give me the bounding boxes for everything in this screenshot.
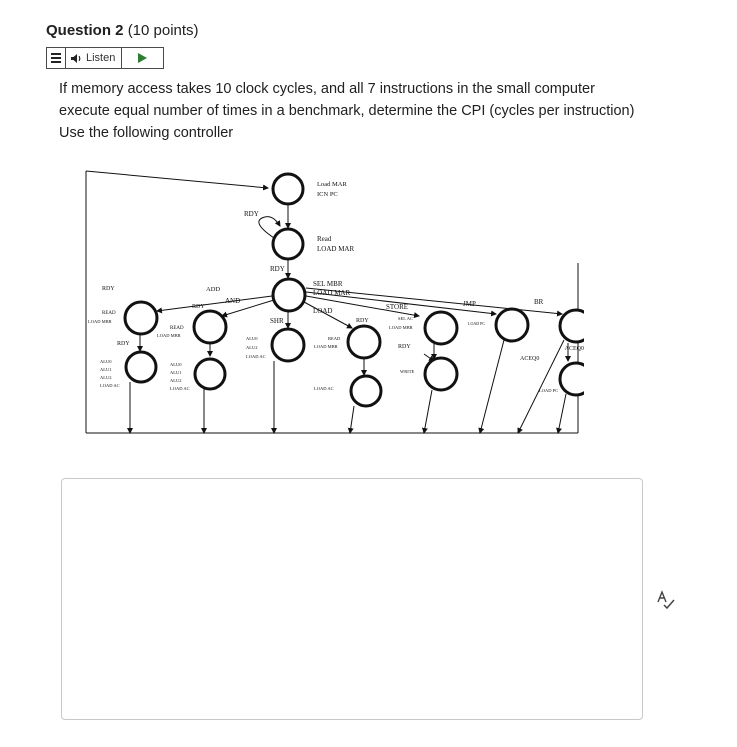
label-rdy-and: RDY xyxy=(192,304,205,310)
label-sel-mbr: SEL MBR xyxy=(313,280,343,288)
state-load-read xyxy=(348,326,380,358)
state-store-write xyxy=(425,358,457,390)
label-load-mbr-load: LOAD MBR xyxy=(314,344,338,349)
state-add-read xyxy=(125,302,157,334)
label-read: Read xyxy=(317,235,332,243)
state-store-setup xyxy=(425,312,457,344)
question-title xyxy=(46,22,199,39)
state-add-alu xyxy=(126,352,156,382)
label-rdy-read: RDY xyxy=(270,265,285,273)
label-store: STORE xyxy=(386,303,409,311)
label-rdy-load: RDY xyxy=(356,318,369,324)
label-br: BR xyxy=(534,298,544,306)
label-sel-ac: SEL AC xyxy=(398,316,413,321)
label-jmp: JMP xyxy=(463,300,476,308)
label-aceq0-a: ACEQ0 xyxy=(520,356,540,362)
state-decode xyxy=(273,279,305,311)
label-load-pc-br: LOAD PC xyxy=(539,388,559,393)
play-button[interactable] xyxy=(122,48,163,68)
label-load-ac-add: LOAD AC xyxy=(100,383,120,388)
state-br xyxy=(560,310,584,342)
play-icon xyxy=(138,53,147,63)
label-alu0-add: ALU0 xyxy=(100,359,112,364)
label-rdy-store: RDY xyxy=(398,344,411,350)
state-load-ac xyxy=(351,376,381,406)
menu-icon[interactable] xyxy=(47,48,66,68)
state-br-load xyxy=(560,363,584,395)
label-alu2-add: ALU2 xyxy=(100,375,112,380)
state-fetch xyxy=(273,174,303,204)
label-load-ac-load: LOAD AC xyxy=(314,386,334,391)
label-read-add: READ xyxy=(102,311,116,316)
label-rdy-add-2: RDY xyxy=(117,341,130,347)
label-load: LOAD xyxy=(313,307,333,315)
label-load-mar-3: LOAD MAR xyxy=(313,289,351,297)
listen-button[interactable] xyxy=(66,48,122,68)
state-and-alu xyxy=(195,359,225,389)
listen-label: Listen xyxy=(86,52,116,64)
label-load-mar: Load MAR xyxy=(317,181,347,188)
label-alu0-shr: ALU0 xyxy=(246,336,258,341)
label-icn-pc: ICN PC xyxy=(317,191,338,198)
label-alu2-and: ALU2 xyxy=(170,378,182,383)
label-alu1-add: ALU1 xyxy=(100,367,112,372)
question-number: Question 2 xyxy=(46,22,124,39)
speaker-icon xyxy=(70,53,83,64)
answer-textarea[interactable] xyxy=(61,478,643,720)
label-load-pc-jmp: LOAD PC xyxy=(468,321,486,326)
label-alu0-and: ALU0 xyxy=(170,362,182,367)
label-alu1-and: ALU1 xyxy=(170,370,182,375)
label-rdy-loop: RDY xyxy=(244,210,259,218)
label-aceq0-b: ACEQ0 xyxy=(564,346,584,352)
listen-toolbar xyxy=(46,47,164,69)
label-rdy-add: RDY xyxy=(102,286,115,292)
label-shr: SHR xyxy=(270,317,284,325)
label-alu2-shr: ALU2 xyxy=(246,345,258,350)
label-load-mbr-and: LOAD MBR xyxy=(157,333,181,338)
label-load-ac-and: LOAD AC xyxy=(170,386,190,391)
state-shr xyxy=(272,329,304,361)
label-load-ac-shr: LOAD AC xyxy=(246,354,266,359)
label-add: ADD xyxy=(206,286,221,293)
question-points: (10 points) xyxy=(127,22,199,39)
state-read xyxy=(273,229,303,259)
label-load-mbr-add: LOAD MBR xyxy=(88,319,112,324)
controller-diagram xyxy=(84,168,584,438)
label-read-and: READ xyxy=(170,326,184,331)
label-load-mbr-store: LOAD MBR xyxy=(389,325,413,330)
state-jmp xyxy=(496,309,528,341)
label-and: AND xyxy=(225,297,241,305)
state-and-read xyxy=(194,311,226,343)
spellcheck-icon[interactable] xyxy=(655,590,677,610)
label-write: WRITE xyxy=(400,369,415,374)
label-read-load: READ xyxy=(328,336,341,341)
label-load-mar-2: LOAD MAR xyxy=(317,245,355,253)
question-text: If memory access takes 10 clock cycles, and all 7 instructions in the small computer execute equal number of times in a benchmark, determine the CPI (cycles per instruction) Use the following controller xyxy=(59,81,635,141)
